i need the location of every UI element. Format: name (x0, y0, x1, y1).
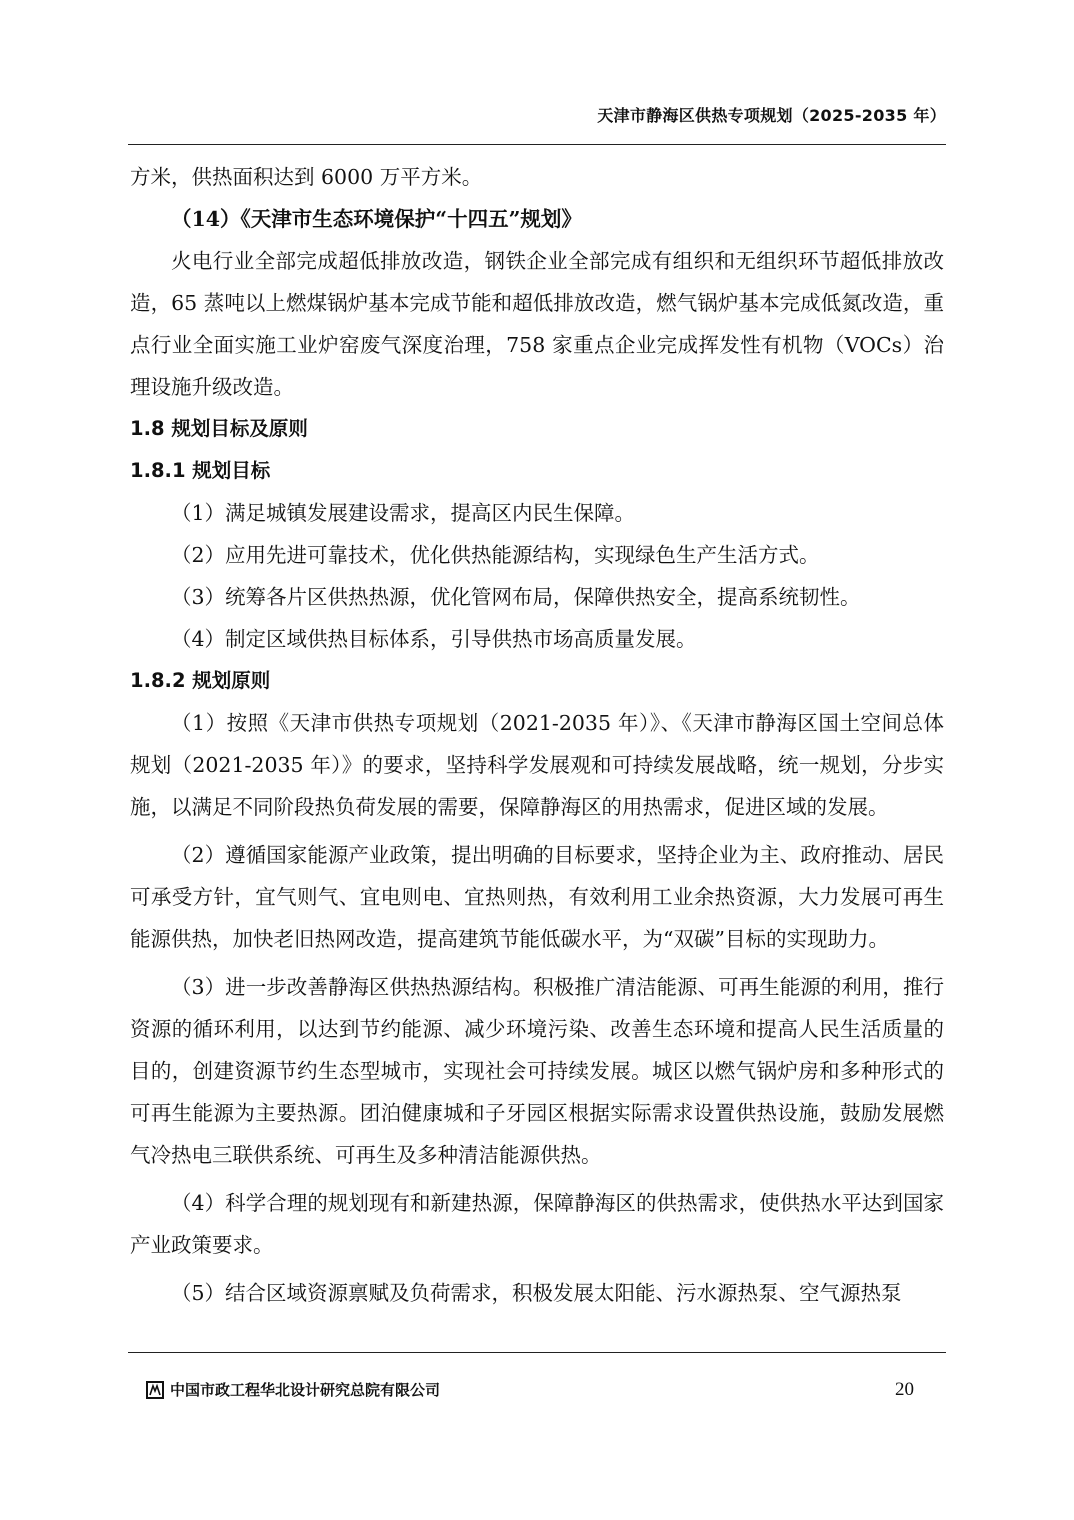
paragraph-continuation: 方米，供热面积达到 6000 万平方米。 (130, 165, 483, 189)
heading-1-8: 1.8 规划目标及原则 (130, 417, 308, 440)
principle-item-4: （4）科学合理的规划现有和新建热源，保障静海区的供热需求，使供热水平达到国家产业政策要求。 (130, 1191, 944, 1257)
principle-item-5: （5）结合区域资源禀赋及负荷需求，积极发展太阳能、污水源热泵、空气源热泵 (171, 1281, 902, 1305)
principle-item-1: （1）按照《天津市供热专项规划（2021-2035 年）》、《天津市静海区国土空间总体规划（2021-2035 年）》的要求，坚持科学发展观和可持续发展战略，统一规划，分步实施，以满足不同阶段热负荷发展的需要，保障静海区的用热需求，促进区域的发展。 (130, 711, 944, 819)
goal-item-1: （1）满足城镇发展建设需求，提高区内民生保障。 (171, 501, 636, 525)
goal-item-3: （3）统筹各片区供热热源，优化管网布局，保障供热安全，提高系统韧性。 (171, 585, 861, 609)
header-divider (128, 144, 946, 145)
section-14-paragraph: 火电行业全部完成超低排放改造，钢铁企业全部完成有组织和无组织环节超低排放改造，65 蒸吨以上燃煤锅炉基本完成节能和超低排放改造，燃气锅炉基本完成低氮改造，重点行业全面实施工业炉窑废气深度治理，758 家重点企业完成挥发性有机物（VOCs）治理设施升级改造。 (130, 249, 944, 399)
section-14-title: （14）《天津市生态环境保护“十四五”规划》 (171, 207, 582, 231)
heading-1-8-2: 1.8.2 规划原则 (130, 669, 271, 692)
company-logo-icon (146, 1381, 164, 1399)
page-content (130, 156, 944, 1314)
goal-item-2: （2）应用先进可靠技术，优化供热能源结构，实现绿色生产生活方式。 (171, 543, 820, 567)
heading-1-8-1: 1.8.1 规划目标 (130, 459, 271, 482)
principle-item-2: （2）遵循国家能源产业政策，提出明确的目标要求，坚持企业为主、政府推动、居民可承受方针，宜气则气、宜电则电、宜热则热，有效利用工业余热资源，大力发展可再生能源供热，加快老旧热网改造，提高建筑节能低碳水平，为“双碳”目标的实现助力。 (130, 843, 944, 951)
footer-company-name: 中国市政工程华北设计研究总院有限公司 (170, 1381, 441, 1399)
page-footer (128, 1378, 946, 1404)
page-number: 20 (895, 1379, 914, 1400)
principle-item-3: （3）进一步改善静海区供热热源结构。积极推广清洁能源、可再生能源的利用，推行资源的循环利用，以达到节约能源、减少环境污染、改善生态环境和提高人民生活质量的目的，创建资源节约生态型城市，实现社会可持续发展。城区以燃气锅炉房和多种形式的可再生能源为主要热源。团泊健康城和子牙园区根据实际需求设置供热设施，鼓励发展燃气冷热电三联供系统、可再生及多种清洁能源供热。 (130, 975, 944, 1167)
page-header-title: 天津市静海区供热专项规划（2025-2035 年） (597, 106, 946, 125)
goal-item-4: （4）制定区域供热目标体系，引导供热市场高质量发展。 (171, 627, 697, 651)
footer-divider (128, 1352, 946, 1353)
